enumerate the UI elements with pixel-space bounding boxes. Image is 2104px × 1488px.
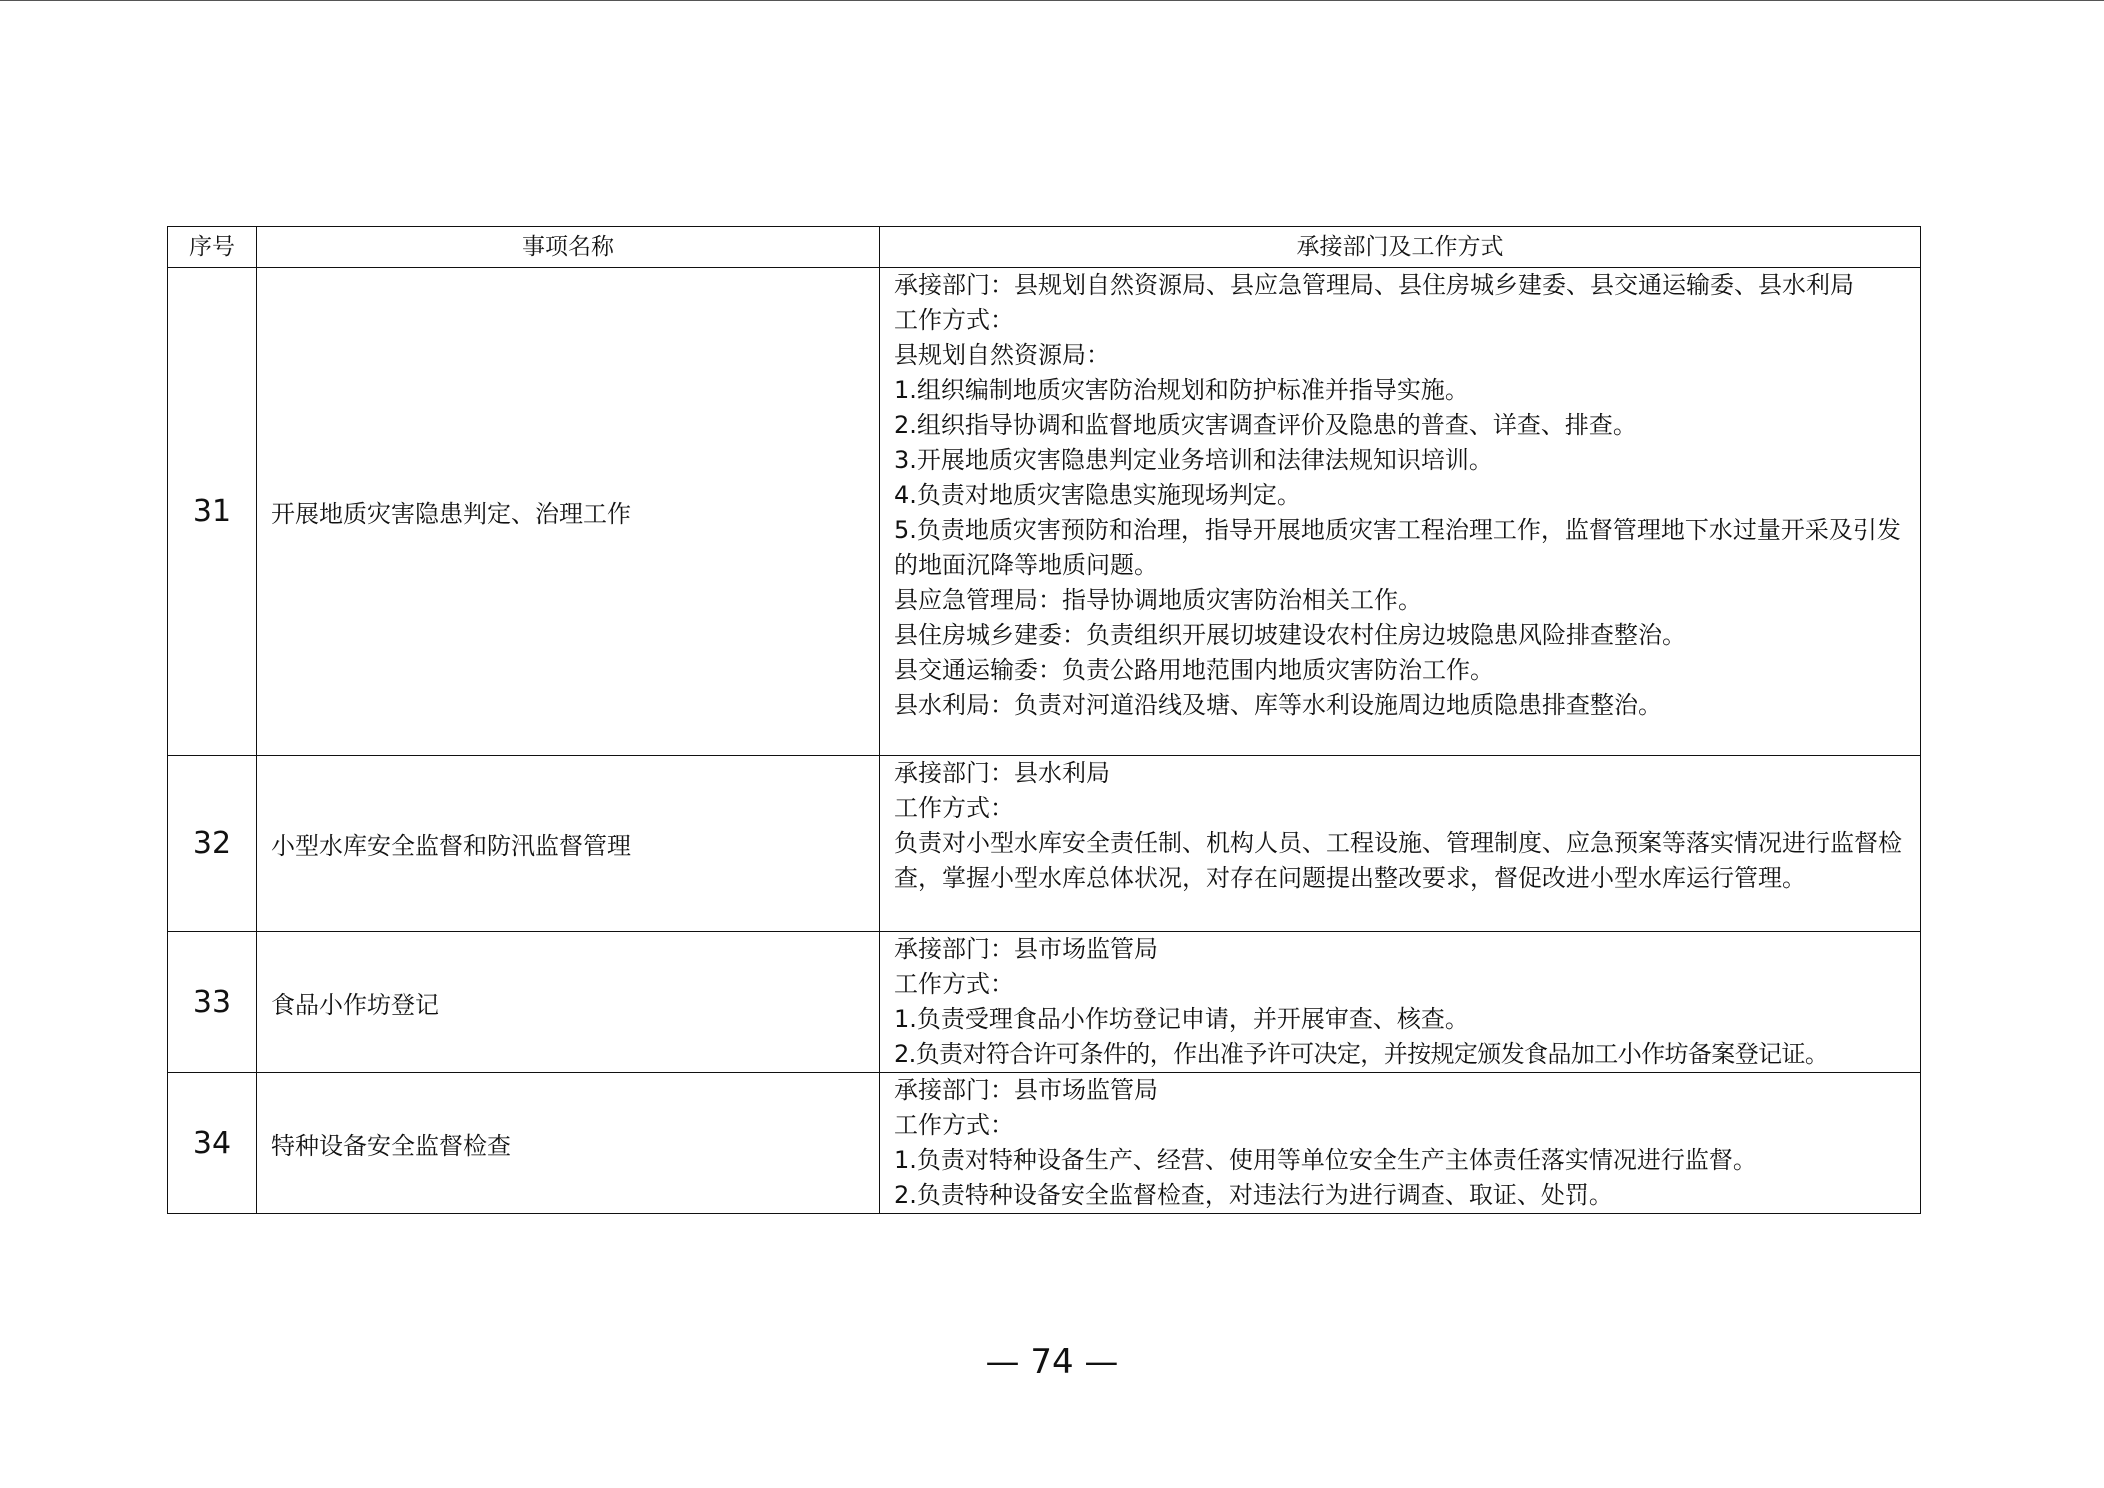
matters-table	[167, 226, 1921, 1214]
detail-line: 县规划自然资源局：	[894, 341, 1110, 369]
detail-line: 2.负责特种设备安全监督检查，对违法行为进行调查、取证、处罚。	[894, 1181, 1613, 1209]
detail-cell	[880, 268, 1921, 756]
detail-line: 1.负责受理食品小作坊登记申请，并开展审查、核查。	[894, 1005, 1469, 1033]
header-matter-name: 事项名称	[257, 227, 880, 268]
matter-name: 食品小作坊登记	[257, 932, 880, 1073]
table-row	[168, 756, 1921, 932]
detail-line: 承接部门：县市场监管局	[894, 935, 1158, 963]
detail-cell	[880, 932, 1921, 1073]
detail-line: 1.负责对特种设备生产、经营、使用等单位安全生产主体责任落实情况进行监督。	[894, 1146, 1757, 1174]
detail-line: 1.组织编制地质灾害防治规划和防护标准并指导实施。	[894, 376, 1469, 404]
detail-line: 县水利局：负责对河道沿线及塘、库等水利设施周边地质隐患排查整治。	[894, 691, 1662, 719]
page-top-rule	[0, 0, 2104, 1]
detail-line: 承接部门：县市场监管局	[894, 1076, 1158, 1104]
detail-line: 承接部门：县水利局	[894, 759, 1110, 787]
detail-line: 工作方式：	[894, 306, 1014, 334]
header-department-and-method: 承接部门及工作方式	[880, 227, 1921, 268]
detail-cell	[880, 1073, 1921, 1214]
table-row	[168, 268, 1921, 756]
detail-line: 3.开展地质灾害隐患判定业务培训和法律法规知识培训。	[894, 446, 1493, 474]
detail-line: 负责对小型水库安全责任制、机构人员、工程设施、管理制度、应急预案等落实情况进行监督检查，掌握小型水库总体状况，对存在问题提出整改要求，督促改进小型水库运行管理。	[894, 829, 1902, 892]
detail-line: 工作方式：	[894, 970, 1014, 998]
detail-line: 县住房城乡建委：负责组织开展切坡建设农村住房边坡隐患风险排查整治。	[894, 621, 1686, 649]
detail-line: 县应急管理局：指导协调地质灾害防治相关工作。	[894, 586, 1422, 614]
page-number: — 74 —	[985, 1342, 1119, 1382]
row-number: 31	[168, 268, 257, 756]
header-serial-number: 序号	[168, 227, 257, 268]
matter-name: 开展地质灾害隐患判定、治理工作	[257, 268, 880, 756]
detail-line: 2.负责对符合许可条件的，作出准予许可决定，并按规定颁发食品加工小作坊备案登记证。	[894, 1040, 1829, 1068]
detail-line: 工作方式：	[894, 794, 1014, 822]
detail-line: 县交通运输委：负责公路用地范围内地质灾害防治工作。	[894, 656, 1494, 684]
matter-name: 小型水库安全监督和防汛监督管理	[257, 756, 880, 932]
row-number: 34	[168, 1073, 257, 1214]
detail-cell	[880, 756, 1921, 932]
row-number: 33	[168, 932, 257, 1073]
matter-name: 特种设备安全监督检查	[257, 1073, 880, 1214]
row-number: 32	[168, 756, 257, 932]
detail-line: 2.组织指导协调和监督地质灾害调查评价及隐患的普查、详查、排查。	[894, 411, 1637, 439]
table-row	[168, 1073, 1921, 1214]
detail-line: 4.负责对地质灾害隐患实施现场判定。	[894, 481, 1301, 509]
detail-line: 承接部门：县规划自然资源局、县应急管理局、县住房城乡建委、县交通运输委、县水利局	[894, 271, 1854, 299]
table-header-row	[168, 227, 1921, 268]
table-row	[168, 932, 1921, 1073]
detail-line: 工作方式：	[894, 1111, 1014, 1139]
detail-line: 5.负责地质灾害预防和治理，指导开展地质灾害工程治理工作，监督管理地下水过量开采及引发的地面沉降等地质问题。	[894, 516, 1901, 579]
